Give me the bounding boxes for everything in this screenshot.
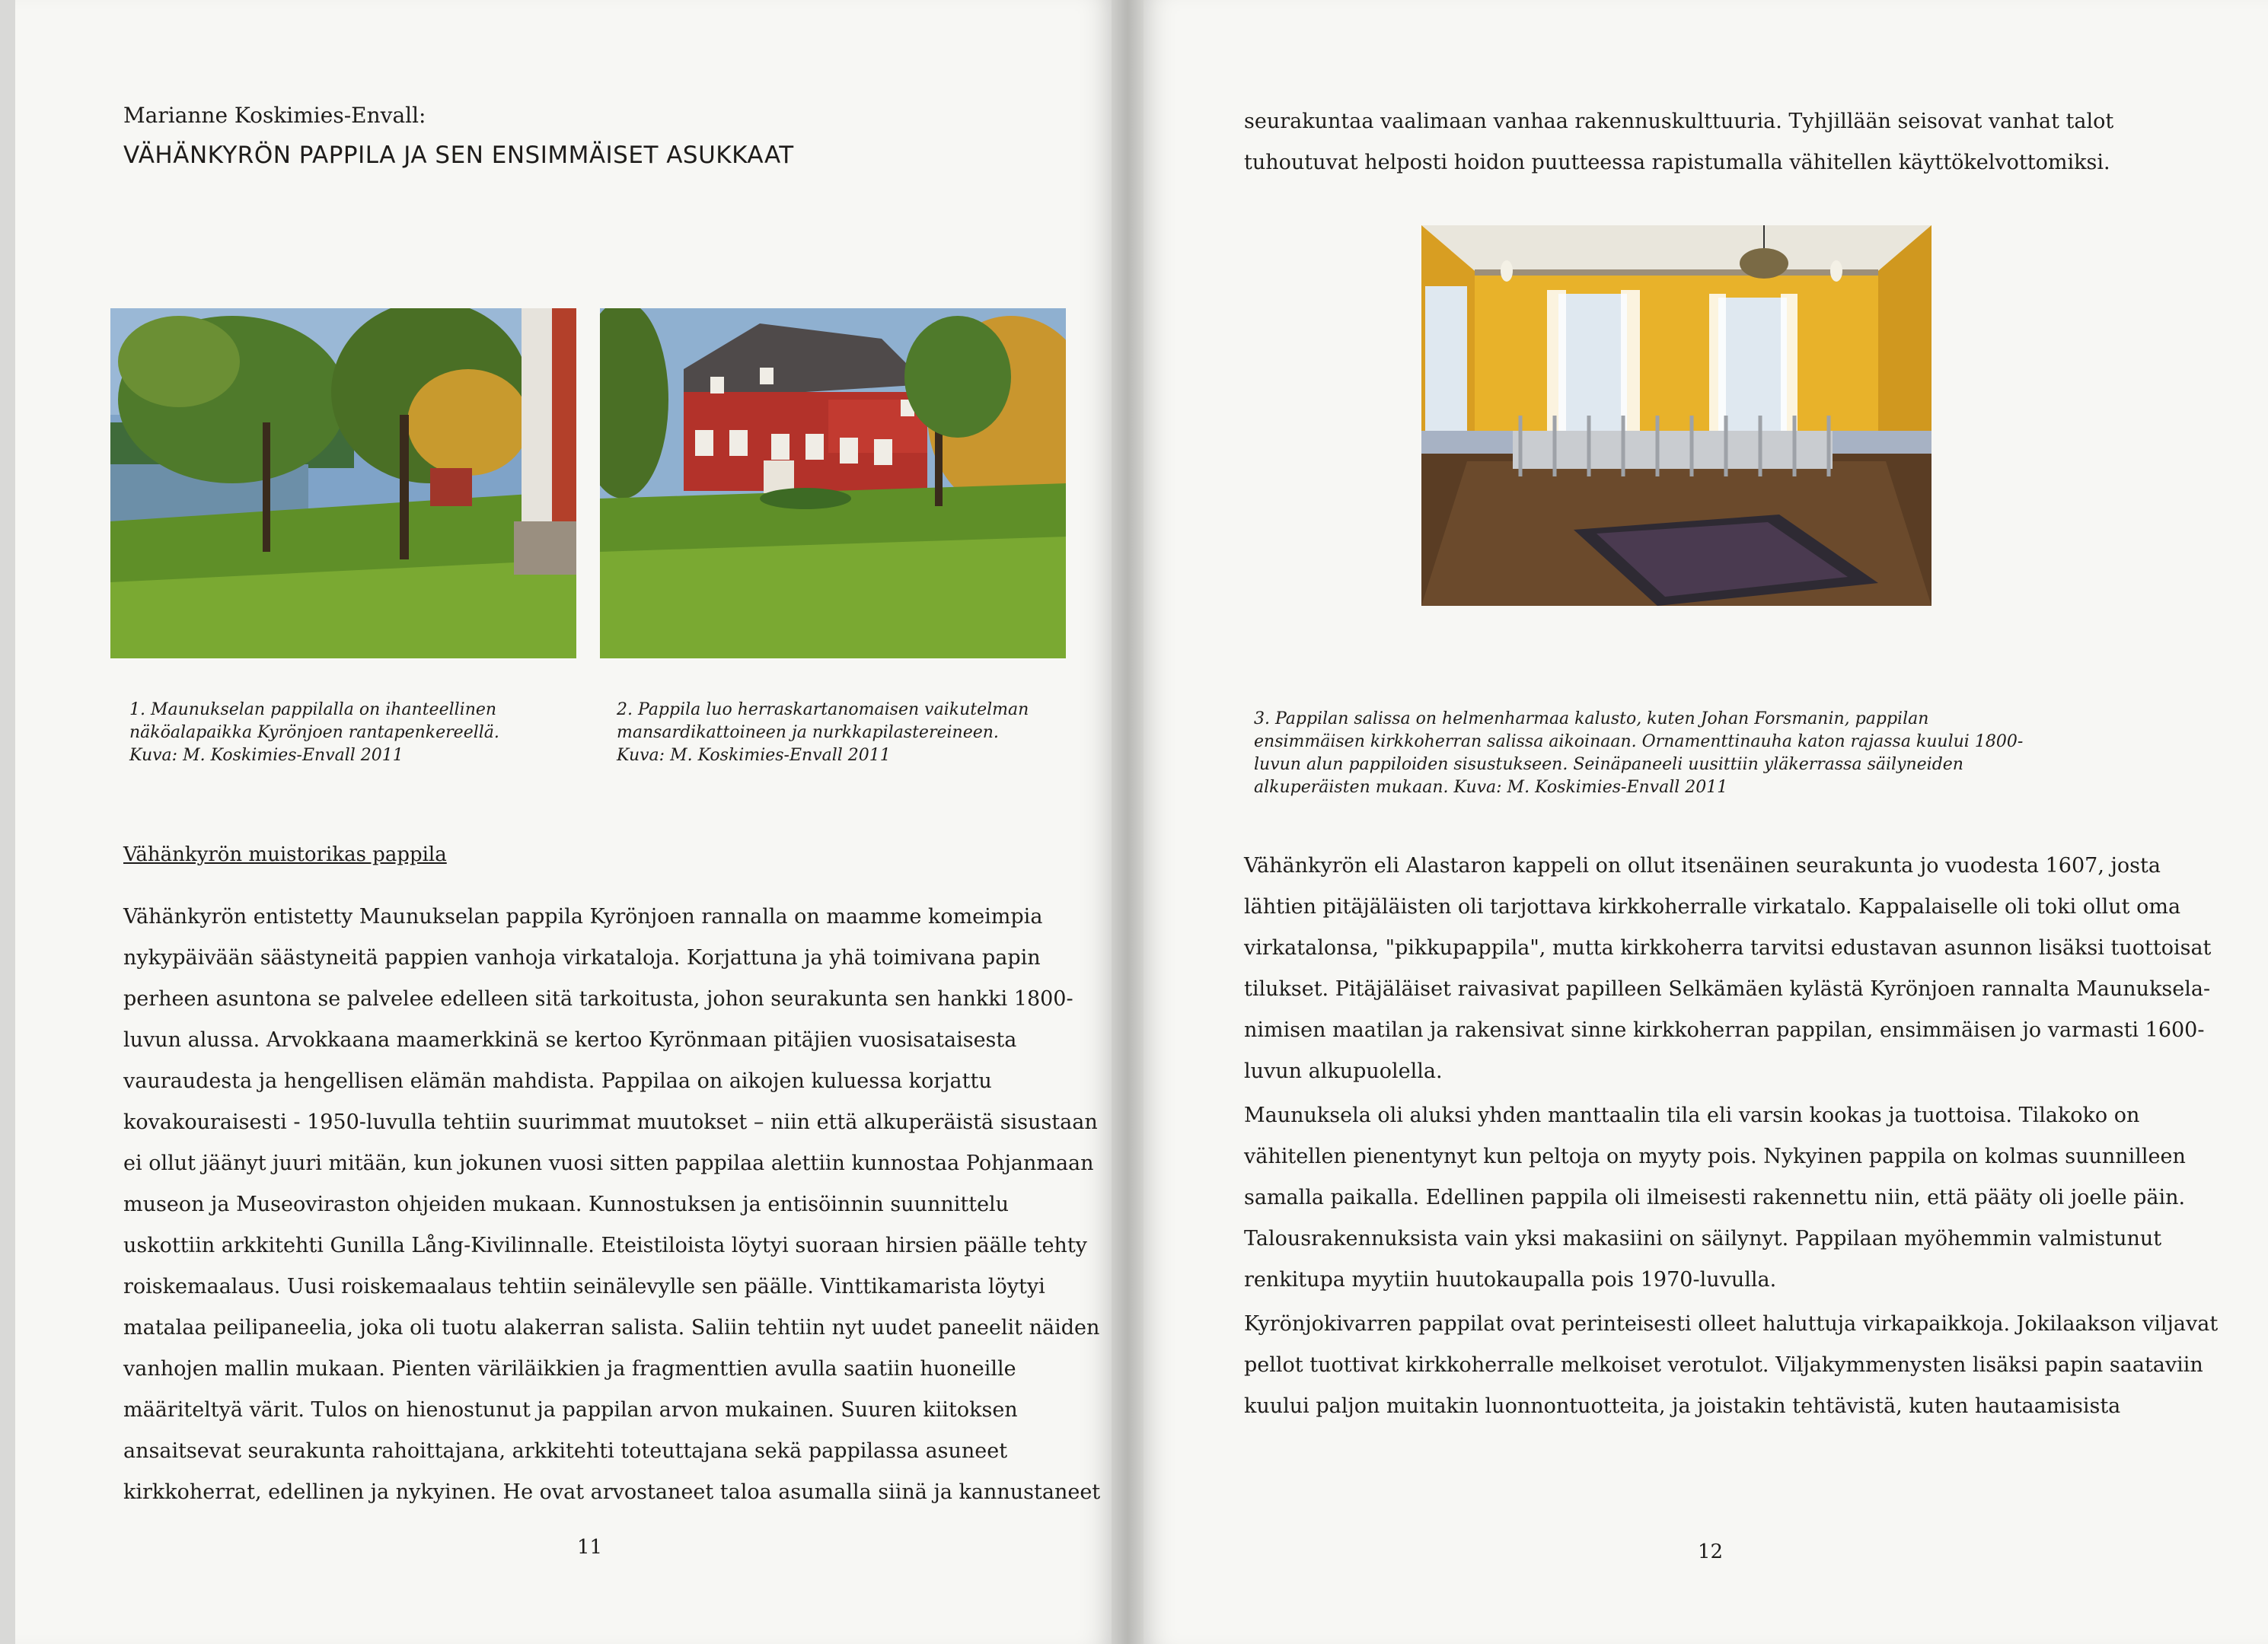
body-line: tilukset. Pitäjäläiset raivasivat papilleen Selkämäen kylästä Kyrönjoen rannalta Maunuksela- xyxy=(1244,977,2211,1001)
body-line: kirkkoherrat, edellinen ja nykyinen. He ovat arvostaneet taloa asumalla siinä ja kannustaneet xyxy=(123,1480,1101,1504)
right-intro-text xyxy=(1244,101,2113,183)
body-line: seurakuntaa vaalimaan vanhaa rakennuskulttuuria. Tyhjillään seisovat vanhat talot xyxy=(1244,110,2114,133)
body-line: vähitellen pienentynyt kun peltoja on myyty pois. Nykyinen pappila on kolmas suunnilleen xyxy=(1244,1145,2186,1168)
red-house-image xyxy=(600,308,1066,658)
photo-riverside xyxy=(110,308,576,658)
body-line: Maunuksela oli aluksi yhden manttaalin tila eli varsin kookas ja tuottoisa. Tilakoko on xyxy=(1244,1104,2140,1127)
page-number-left: 11 xyxy=(577,1536,603,1559)
caption-line: Kuva: M. Koskimies-Envall 2011 xyxy=(617,746,891,765)
paragraph xyxy=(1244,1304,2218,1427)
body-line: pellot tuottivat kirkkoherralle melkoiset verotulot. Viljakymmenysten lisäksi papin saataviin xyxy=(1244,1353,2203,1377)
caption-line: 2. Pappila luo herraskartanomaisen vaikutelman xyxy=(617,700,1029,719)
caption-line: Kuva: M. Koskimies-Envall 2011 xyxy=(129,746,404,765)
book-gutter xyxy=(1112,0,1144,1644)
right-body-text xyxy=(1244,846,2218,1427)
body-line: tuhoutuvat helposti hoidon puutteessa rapistumalla vähitellen käyttökelvottomiksi. xyxy=(1244,151,2110,174)
body-line: lähtien pitäjäläisten oli tarjottava kirkkoherralle virkatalo. Kappalaiselle oli toki ollut oma xyxy=(1244,895,2181,919)
body-line: samalla paikalla. Edellinen pappila oli ilmeisesti rakennettu niin, että pääty oli joelle päin. xyxy=(1244,1186,2186,1209)
body-line: ei ollut jäänyt juuri mitään, kun jokunen vuosi sitten pappilaa alettiin kunnostaa Pohjanmaan xyxy=(123,1152,1094,1175)
caption-photo-1 xyxy=(129,699,499,767)
left-page xyxy=(15,0,1112,1644)
body-line: virkatalonsa, "pikkupappila", mutta kirkkoherra tarvitsi edustavan asunnon lisäksi tuottoisat xyxy=(1244,936,2212,960)
body-line: roiskemaalaus. Uusi roiskemaalaus tehtiin seinälevylle sen päälle. Vinttikamarista löytyi xyxy=(123,1275,1045,1298)
right-page xyxy=(1144,0,2268,1644)
caption-line: näköalapaikka Kyrönjoen rantapenkereellä. xyxy=(129,723,499,742)
caption-line: alkuperäisten mukaan. Kuva: M. Koskimies-Envall 2011 xyxy=(1254,778,1728,797)
caption-line: mansardikattoineen ja nurkkapilastereineen. xyxy=(617,723,999,742)
body-line: ansaitsevat seurakunta rahoittajana, arkkitehti toteuttajana sekä pappilassa asuneet xyxy=(123,1439,1008,1463)
article-title: VÄHÄNKYRÖN PAPPILA JA SEN ENSIMMÄISET ASUKKAAT xyxy=(123,142,794,169)
caption-line: luvun alun pappiloiden sisustukseen. Seinäpaneeli uusittiin yläkerrassa säilyneiden xyxy=(1254,755,1963,774)
body-line: uskottiin arkkitehti Gunilla Lång-Kivilinnalle. Eteistiloista löytyi suoraan hirsien päälle tehty xyxy=(123,1234,1087,1257)
caption-line: ensimmäisen kirkkoherran salissa aikoinaan. Ornamenttinauha katon rajassa kuului 1800- xyxy=(1254,732,2024,751)
body-line: luvun alussa. Arvokkaana maamerkkinä se kertoo Kyrönmaan pitäjien vuosisataisesta xyxy=(123,1028,1017,1052)
left-body-text xyxy=(123,897,1100,1513)
section-heading: Vähänkyrön muistorikas pappila xyxy=(123,843,447,866)
body-line: kovakouraisesti - 1950-luvulla tehtiin suurimmat muutokset – niin että alkuperäistä sisustaan xyxy=(123,1110,1098,1134)
body-line: renkitupa myytiin huutokaupalla pois 1970-luvulla. xyxy=(1244,1268,1777,1292)
caption-line: 3. Pappilan salissa on helmenharmaa kalusto, kuten Johan Forsmanin, pappilan xyxy=(1254,709,1929,728)
body-line: perheen asuntona se palvelee edelleen sitä tarkoitusta, johon seurakunta sen hankki 1800- xyxy=(123,987,1073,1011)
paragraph xyxy=(1244,846,2218,1092)
body-line: määriteltyä värit. Tulos on hienostunut ja pappilan arvon mukainen. Suuren kiitoksen xyxy=(123,1398,1018,1422)
body-line: Talousrakennuksista vain yksi makasiini on säilynyt. Pappilaan myöhemmin valmistunut xyxy=(1244,1227,2162,1251)
body-line: Vähänkyrön eli Alastaron kappeli on ollut itsenäinen seurakunta jo vuodesta 1607, josta xyxy=(1244,854,2161,878)
author-name: Marianne Koskimies-Envall: xyxy=(123,103,426,128)
photo-hall-interior xyxy=(1421,225,1931,606)
body-line: Vähänkyrön entistetty Maunukselan pappila Kyrönjoen rannalla on maamme komeimpia xyxy=(123,905,1043,929)
body-line: matalaa peilipaneelia, joka oli tuotu alakerran salista. Saliin tehtiin nyt uudet paneelit näiden xyxy=(123,1316,1100,1340)
caption-photo-2 xyxy=(617,699,1029,767)
caption-line: 1. Maunukselan pappilalla on ihanteellinen xyxy=(129,700,497,719)
body-line: luvun alkupuolella. xyxy=(1244,1059,1443,1083)
body-line: kuului paljon muitakin luonnontuotteita, ja joistakin tehtävistä, kuten hautaamisista xyxy=(1244,1394,2121,1418)
photo-red-house xyxy=(600,308,1066,658)
riverside-image xyxy=(110,308,576,658)
caption-photo-3 xyxy=(1254,708,2023,799)
body-line: museon ja Museoviraston ohjeiden mukaan. Kunnostuksen ja entisöinnin suunnittelu xyxy=(123,1193,1010,1216)
body-line: nimisen maatilan ja rakensivat sinne kirkkoherran pappilan, ensimmäisen jo varmasti 1600- xyxy=(1244,1018,2205,1042)
hall-interior-image xyxy=(1421,225,1931,606)
body-line: vanhojen mallin mukaan. Pienten väriläikkien ja fragmenttien avulla saatiin huoneille xyxy=(123,1357,1016,1381)
body-line: vauraudesta ja hengellisen elämän mahdista. Pappilaa on aikojen kuluessa korjattu xyxy=(123,1069,992,1093)
page-number-right: 12 xyxy=(1698,1540,1724,1563)
paragraph xyxy=(1244,1095,2218,1301)
body-line: nykypäivään säästyneitä pappien vanhoja virkataloja. Korjattuna ja yhä toimivana papin xyxy=(123,946,1041,970)
body-line: Kyrönjokivarren pappilat ovat perinteisesti olleet haluttuja virkapaikkoja. Jokilaakson viljavat xyxy=(1244,1312,2219,1336)
